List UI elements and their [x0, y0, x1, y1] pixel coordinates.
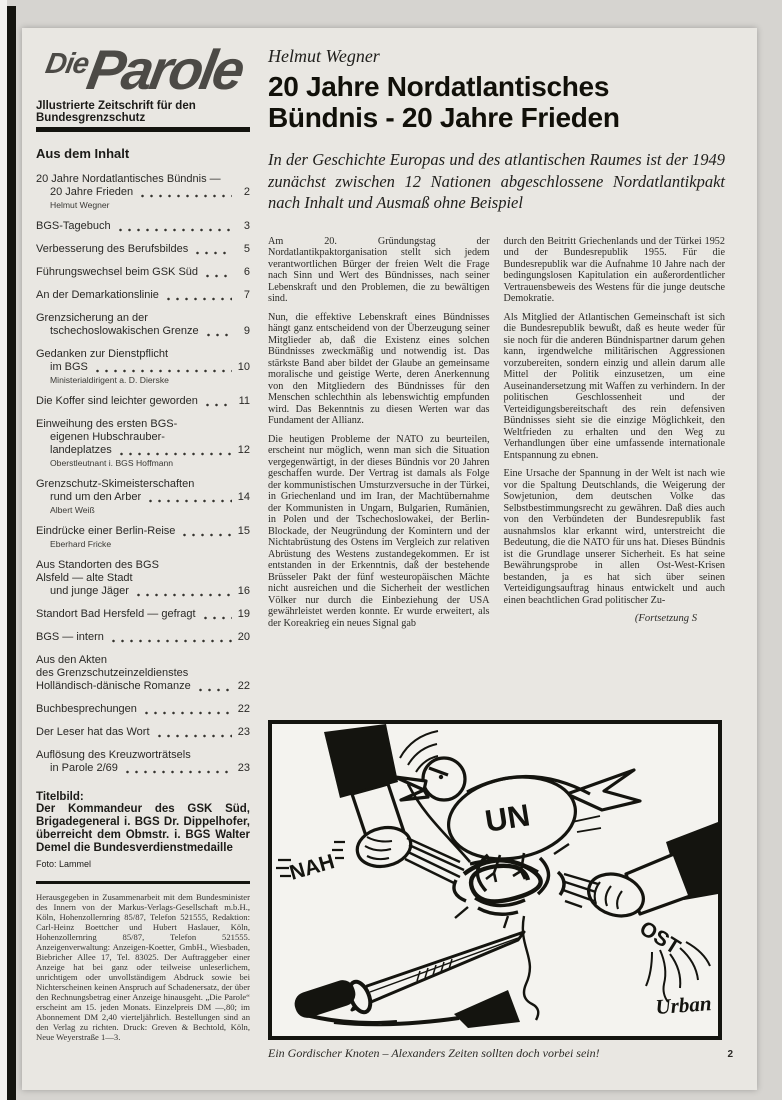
toc-page-number: 7	[243, 289, 250, 301]
toc-item	[36, 703, 250, 716]
toc-line	[36, 418, 250, 431]
dot-leader	[134, 587, 232, 597]
right-arm-fist	[583, 854, 690, 923]
toc-line	[36, 749, 250, 762]
toc-line	[36, 348, 250, 361]
toc-item	[36, 395, 250, 408]
toc-entry-title: Auflösung des Kreuzworträtsels	[36, 749, 191, 761]
toc-entry-title: in Parole 2/69	[50, 762, 118, 774]
dot-leader	[201, 610, 232, 620]
article-title	[268, 71, 725, 133]
toc-line	[36, 266, 250, 279]
toc-line	[36, 631, 250, 644]
toc-line	[36, 289, 250, 302]
toc-line	[36, 361, 250, 374]
toc-line	[36, 173, 250, 186]
toc-entry-title: Gedanken zur Dienstpflicht	[36, 348, 169, 360]
toc-line	[36, 220, 250, 233]
toc-entry-title: Standort Bad Hersfeld — gefragt	[36, 608, 196, 620]
sidebar	[36, 38, 250, 1042]
dot-leader	[204, 327, 232, 337]
toc-page-number: 23	[237, 762, 250, 774]
toc-item	[36, 608, 250, 621]
caption-row	[268, 1046, 733, 1061]
toc-entry-title: rund um den Arber	[50, 491, 142, 503]
toc-item	[36, 418, 250, 468]
toc-line	[36, 559, 250, 572]
toc-entry-title: tschechoslowakischen Grenze	[50, 325, 199, 337]
dot-leader	[203, 268, 232, 278]
dot-leader	[155, 728, 232, 738]
dot-leader	[117, 446, 232, 456]
toc-item	[36, 654, 250, 693]
toc-line	[36, 312, 250, 325]
page-number: 2	[727, 1048, 733, 1060]
cartoon-drawing	[272, 724, 718, 1036]
toc-entry-title: Führungswechsel beim GSK Süd	[36, 266, 199, 278]
toc-line	[36, 325, 250, 338]
toc-item	[36, 559, 250, 598]
toc-item	[36, 348, 250, 385]
toc-entry-title: und junge Jäger	[50, 585, 129, 597]
toc-entry-title: Verbesserung des Berufsbildes	[36, 243, 189, 255]
article-title-line2: Bündnis - 20 Jahre Frieden	[268, 102, 620, 133]
cover-photo-text: Der Kommandeur des GSK Süd, Brigadegeneral i. BGS Dr. Dippelhofer, überreicht dem Obmstr. i. BGS Walter Demel die Bundesverdienstmedaille	[36, 803, 250, 854]
masthead-rule	[36, 127, 250, 132]
dot-leader	[146, 493, 232, 503]
article-column-right	[504, 236, 726, 708]
toc-page-number: 11	[238, 395, 250, 407]
toc-entry-title: 20 Jahre Frieden	[50, 186, 134, 198]
toc-item	[36, 220, 250, 233]
toc-entry-title: Alsfeld — alte Stadt	[36, 572, 133, 584]
dot-leader	[123, 764, 232, 774]
toc-line	[36, 431, 250, 444]
toc-page-number: 16	[237, 585, 250, 597]
toc-item	[36, 726, 250, 739]
toc-line	[36, 680, 250, 693]
toc-page-number: 22	[237, 680, 250, 692]
magazine-subtitle: Jllustrierte Zeitschrift für den Bundesgrenzschutz	[36, 100, 196, 124]
article	[268, 46, 733, 1061]
toc-line	[36, 572, 250, 585]
toc-line	[36, 525, 250, 538]
toc-entry-title: eigenen Hubschrauber-	[50, 431, 165, 443]
cartoonist-signature: Urban	[654, 990, 713, 1019]
toc-entry-title: Aus Standorten des BGS	[36, 559, 159, 571]
toc-line	[36, 585, 250, 598]
contents-heading: Aus dem Inhalt	[36, 146, 130, 161]
scan-edge-white	[0, 0, 7, 1100]
toc-item	[36, 478, 250, 515]
cover-photo-credit: Foto: Lammel	[36, 859, 92, 869]
toc-entry-title: Eindrücke einer Berlin-Reise	[36, 525, 176, 537]
toc-entry-title: BGS-Tagebuch	[36, 220, 111, 232]
magazine-page	[22, 28, 757, 1090]
toc-page-number: 5	[243, 243, 250, 255]
body-paragraph: durch den Beitritt Griechenlands und der Türkei 1952 und der Bundesrepublik 1955. Für die Bundesrepublik war die Aufnahme 10 Jahre nach der bedingungslosen Kapitulation ein außerordentlicher Vertrauensbeweis des Westens für die junge deutsche Demokratie.	[503, 235, 725, 304]
dot-leader	[203, 397, 232, 407]
cartoon-figure	[268, 720, 725, 1040]
cartoon-box	[268, 720, 722, 1040]
scan-edge-black	[7, 6, 16, 1100]
toc-item	[36, 525, 250, 549]
dot-leader	[109, 633, 232, 643]
toc-entry-title: Holländisch-dänische Romanze	[36, 680, 191, 692]
toc-entry-title: des Grenzschutzeinzeldienstes	[36, 667, 189, 679]
toc-item	[36, 266, 250, 279]
toc-entry-title: BGS — intern	[36, 631, 104, 643]
toc-page-number: 22	[237, 703, 250, 715]
toc-line	[36, 608, 250, 621]
dot-leader	[196, 682, 232, 692]
dot-leader	[164, 291, 232, 301]
toc-page-number: 15	[237, 525, 250, 537]
impressum-rule	[36, 881, 250, 884]
toc-line	[36, 667, 250, 680]
toc-line	[36, 243, 250, 256]
article-title-line1: 20 Jahre Nordatlantisches	[268, 71, 610, 102]
toc-page-number: 10	[237, 361, 250, 373]
dot-leader	[193, 245, 232, 255]
toc-item	[36, 243, 250, 256]
toc-entry-title: Einweihung des ersten BGS-	[36, 418, 178, 430]
toc-page-number: 3	[243, 220, 250, 232]
toc-item	[36, 312, 250, 338]
logo-parole: Parole	[82, 38, 247, 101]
toc-line	[36, 478, 250, 491]
dot-leader	[116, 222, 232, 232]
toc-entry-title: Grenzsicherung an der	[36, 312, 148, 324]
body-paragraph: Eine Ursache der Spannung in der Welt ist nach wie vor die Spaltung Deutschlands, die Weigerung der Sowjetunion, dem deutschen Volke das Selbstbestimmungsrecht zu gewähren. Daß dies auch von den Verbündeten der Bundesrepublik fast ausnahmslos klar erkannt wird, unterstreicht die Bedeutung, die die NATO für uns hat. Dieses Bündnis ist die Grundlage unserer Sicherheit. Es hat seine Bewährungsprobe in allen Ost-West-Krisen bestanden, ja es hat sich über seinen Verteidigungsauftrag hinaus entwickelt und auch einen beachtlichen Grad politischer Zu-	[503, 468, 725, 606]
dot-leader	[180, 527, 232, 537]
toc-entry-title: im BGS	[50, 361, 88, 373]
toc-entry-title: Der Leser hat das Wort	[36, 726, 150, 738]
continuation-note: (Fortsetzung S	[634, 613, 697, 624]
toc-item	[36, 631, 250, 644]
toc-page-number: 20	[237, 631, 250, 643]
toc-author: Eberhard Fricke	[50, 539, 112, 549]
toc-line	[36, 395, 250, 408]
toc-author: Helmut Wegner	[50, 200, 110, 210]
toc-author: Ministerialdirigent a. D. Dierske	[50, 375, 169, 385]
article-column-left	[268, 236, 490, 708]
toc-page-number: 12	[237, 444, 250, 456]
toc-page-number: 23	[237, 726, 250, 738]
cover-photo-note	[36, 791, 250, 869]
cartoon-caption: Ein Gordischer Knoten – Alexanders Zeiten sollten doch vorbei sein!	[268, 1045, 600, 1060]
dot-leader	[138, 188, 232, 198]
toc-page-number: 9	[243, 325, 250, 337]
toc-entry-title: Aus den Akten	[36, 654, 107, 666]
toc-line	[36, 444, 250, 457]
toc-entry-title: landeplatzes	[50, 444, 112, 456]
impressum: Herausgegeben in Zusammenarbeit mit dem Bundesminister des Innern von der Markus-Verlags-Gesellschaft m.b.H., Köln, Hohenzollernring 85/87, Telefon 521555, Redaktion: Carl-Heinz Boettcher und Hubert Haslauer, Köln, Hohenzollernring 85/87, Telefon 521555. Anzeigenverwaltung: Anzeigen-Koetter, GmbH., Wiesbaden, Biebricher Allee 17, Tel. 83025. Der Auftraggeber einer Anzeige hat bei ganz oder teilweise unleserlichem, unrichtigem oder unvollständigem Abdruck sowie bei Nichterscheinen keinen Anspruch auf Schadenersatz, der über den Rechnungsbetrag einer Anzeige hinausgeht. „Die Parole“ erscheint am 15. jeden Monats. Einzelpreis DM —,80; im Abonnement DM 2,40 vierteljährlich. Bestellungen sind an den Verlag zu richten. Druck: Greven & Bechtold, Köln, Neue Weyerstraße 1—3.	[36, 892, 250, 1042]
toc-item	[36, 173, 250, 210]
logo-die: Die	[43, 48, 91, 80]
toc-page-number: 14	[237, 491, 250, 503]
article-author: Helmut Wegner	[268, 46, 380, 66]
cover-photo-label: Titelbild:	[36, 791, 84, 803]
table-of-contents	[36, 173, 250, 775]
article-lead: In der Geschichte Europas und des atlantischen Raumes ist der 1949 zunächst zwischen 12 Nationen abgeschlossene Nordatlantikpakt nach Inhalt und Ausmaß ohne Beispiel	[268, 150, 725, 212]
magazine-logo	[40, 38, 260, 101]
toc-author: Oberstleutnant i. BGS Hoffmann	[50, 458, 174, 468]
toc-page-number: 2	[243, 186, 250, 198]
body-paragraph: Nun, die effektive Lebenskraft eines Bündnisses hängt ganz entscheidend von der Überzeugung seiner Mitglieder ab, daß die Existenz eines solchen Bündnisses zweckmäßig und notwendig ist. Das stärkste Band aber bildet der Glaube an gemeinsame moralische und geistige Werte, deren Anerkennung von den Mitgliedern des Bündnisses für den Menschen schlechthin als lebenswichtig empfunden wird. Das Bekenntnis zu diesen Werten war das Fundament der Allianz.	[268, 311, 490, 426]
toc-line	[36, 703, 250, 716]
masthead	[36, 38, 250, 132]
toc-line	[36, 491, 250, 504]
toc-author: Albert Weiß	[50, 505, 95, 515]
toc-entry-title: Grenzschutz-Skimeisterschaften	[36, 478, 195, 490]
toc-item	[36, 289, 250, 302]
toc-line	[36, 726, 250, 739]
un-label: UN	[482, 796, 533, 839]
toc-entry-title: Die Koffer sind leichter geworden	[36, 395, 198, 407]
toc-entry-title: Buchbesprechungen	[36, 703, 137, 715]
dot-leader	[142, 705, 232, 715]
toc-entry-title: An der Demarkationslinie	[36, 289, 159, 301]
body-paragraph: Als Mitglied der Atlantischen Gemeinschaft ist sich die Bundesrepublik bewußt, daß es heute weder für sie noch für die anderen Bündnispartner darum gehen kann, irgendwelche militärischen Aggressionen vorzubereiten, sondern einzig und allein darum alle Mittel der Politik einzusetzen, um eine Auseinandersetzung mit Waffen zu verhindern. In der politischen Geschlossenheit und der Verteidigungsbereitschaft des rein defensiven Bündnisses sieht sie die einzige Möglichkeit, den Weltfrieden zu erhalten und den Weg zu Verhandlungen über eine umfassende internationale Entspannung zu ebnen.	[503, 311, 725, 461]
knife	[292, 932, 524, 1028]
article-columns	[268, 236, 725, 708]
ost-label: OST	[635, 916, 685, 959]
body-paragraph: Die heutigen Probleme der NATO zu beurteilen, erscheint nur möglich, wenn man sich die Situation vergegenwärtigt, in der dieses Bündnis vor 20 Jahren geschaffen wurde. Der Vertrag ist damals als Folge der kommunistischen Umsturzversuche in der Türkei, in Griechenland und im Iran, der Machtübernahme der Kommunisten in Ungarn, Bulgarien, Rumänien, in Polen und der Tschechoslowakei, der Berlin-Blockade, der Neugründung der Komintern und der Nichtabrüstung des Ostens im Vergleich zur relativen Abrüstung des Westens zustandegekommen. Er ist entstanden in der Erkenntnis, daß der bestehende Brüsseler Pakt der fünf westeuropäischen Mächte nicht ausreichen und die Sicherheit der westlichen Völker nur durch die Einbeziehung der USA gewährleistet werden konnte. Er wurde erweitert, als der Koreakrieg ein neues Signal gab	[268, 433, 490, 629]
body-paragraph: Am 20. Gründungstag der Nordatlantikpaktorganisation stellt sich jedem verantwortlichen Bürger der freien Welt die Frage nach Sinn und Wert des Bündnisses, nach seiner Lebenskraft und den Problemen, die zu bewältigen sind.	[268, 235, 490, 304]
dot-leader	[93, 363, 232, 373]
toc-line	[36, 654, 250, 667]
toc-page-number: 19	[237, 608, 250, 620]
toc-line	[36, 762, 250, 775]
toc-line	[36, 186, 250, 199]
toc-page-number: 6	[243, 266, 250, 278]
toc-entry-title: 20 Jahre Nordatlantisches Bündnis —	[36, 173, 221, 185]
toc-item	[36, 749, 250, 775]
nah-label: NAH	[287, 849, 338, 885]
